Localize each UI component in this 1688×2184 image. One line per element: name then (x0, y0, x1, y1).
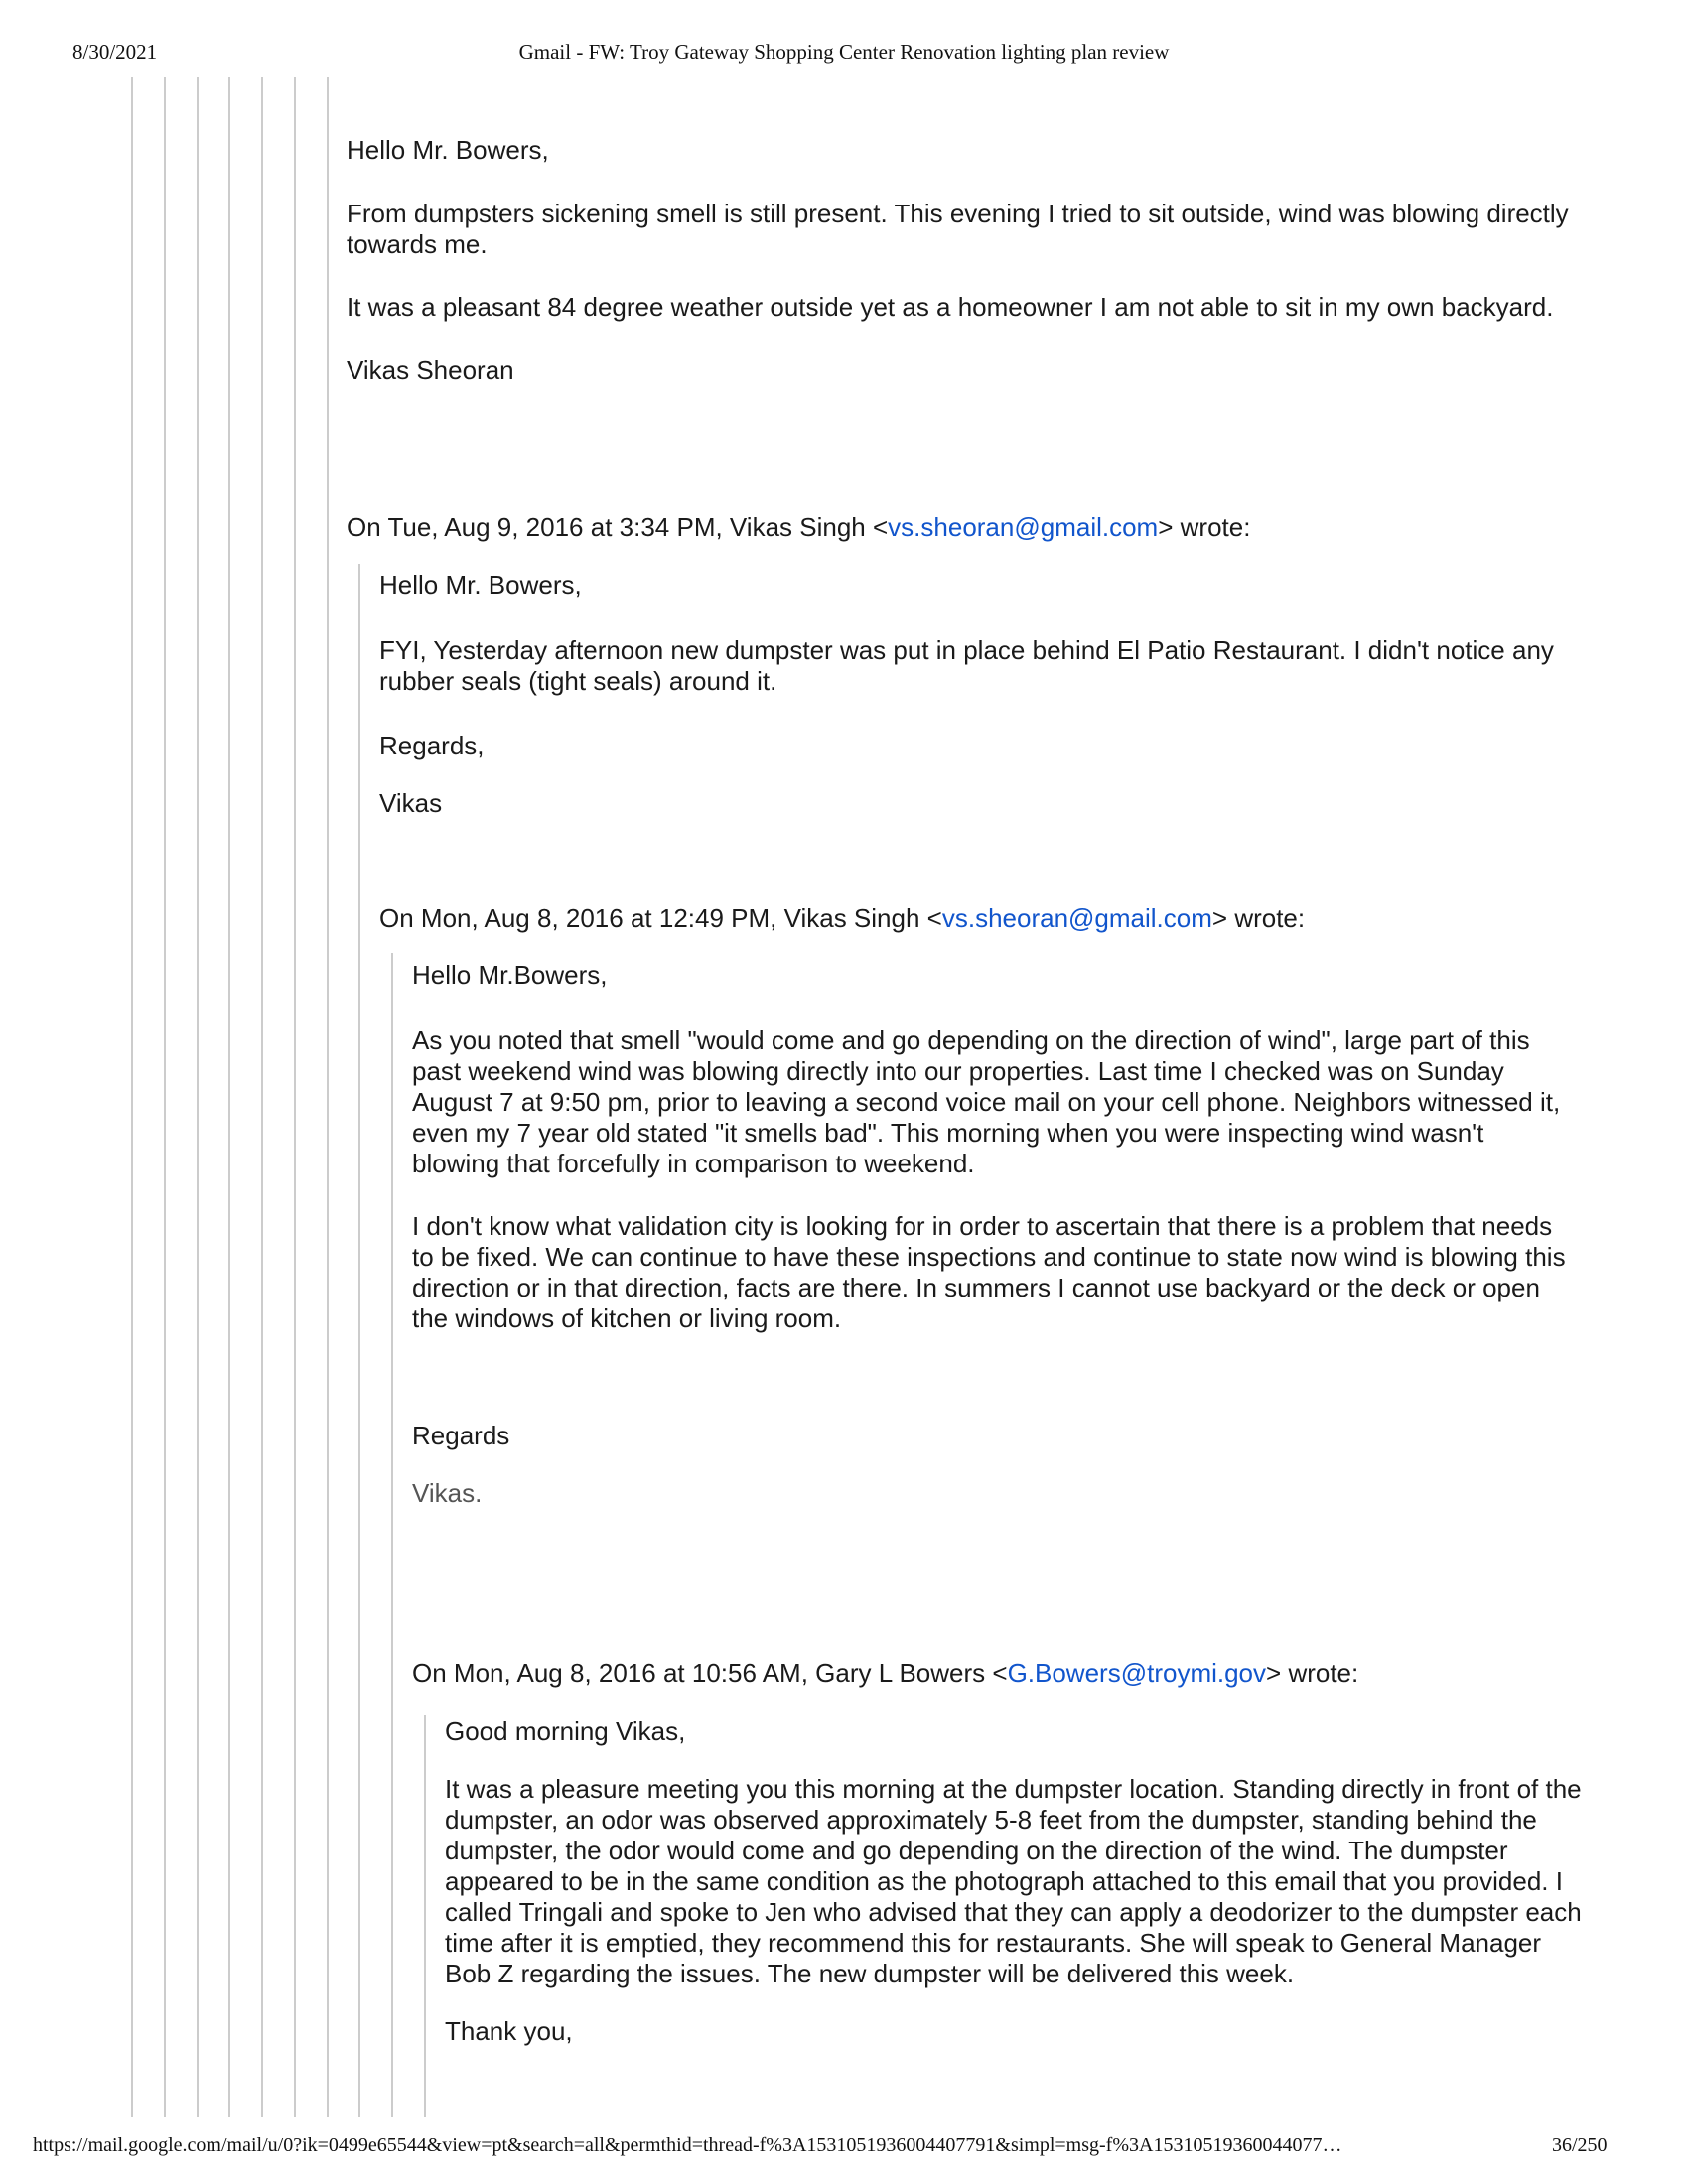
body-paragraph: From dumpsters sickening smell is still present. This evening I tried to sit outside, wind was blowing directly towards me. (347, 199, 1569, 259)
print-footer (0, 2134, 1688, 2164)
message-vikas-aug9-evening (347, 135, 1578, 386)
quote-rail (197, 77, 199, 2117)
body-paragraph: As you noted that smell "would come and go depending on the direction of wind", large part of this past weekend wind was blowing directly into our properties. Last time I checked was on Sunday August 7 at 9:50 pm, prior to leaving a second voice mail on your cell phone. Neighbors witnessed it, even my 7 year old stated "it smells bad". This morning when you were inspecting wind wasn't blowing that forcefully in comparison to weekend. (412, 1025, 1561, 1178)
print-header (0, 40, 1688, 69)
signature: Vikas. (412, 1478, 483, 1508)
message-vikas-aug8 (412, 960, 1574, 1509)
email-link[interactable]: vs.sheoran@gmail.com (941, 903, 1212, 933)
quote-header: On Mon, Aug 8, 2016 at 10:56 AM, Gary L Bowers <G.Bowers@troymi.gov> wrote: (412, 1658, 1359, 1688)
greeting: Hello Mr. Bowers, (347, 135, 549, 165)
message-gary-bowers (445, 1716, 1582, 2047)
print-url: https://mail.google.com/mail/u/0?ik=0499e65544&view=pt&search=all&permthid=thread-f%3A1531051936004407791&simpl=msg-f%3A15310519360044077… (33, 2134, 1342, 2156)
quote-rail (261, 77, 263, 2117)
email-link[interactable]: G.Bowers@troymi.gov (1007, 1658, 1267, 1688)
closing: Thank you, (445, 2016, 573, 2046)
quote-rail (358, 564, 360, 2117)
body-paragraph: I don't know what validation city is looking for in order to ascertain that there is a problem that needs to be fixed. We can continue to have these inspections and continue to state now wind is blowing this direction or in that direction, facts are there. In summers I cannot use backyard or the deck or open the windows of kitchen or living room. (412, 1211, 1566, 1333)
quote-rail (164, 77, 166, 2117)
quote-rail (424, 1715, 426, 2117)
body-paragraph: It was a pleasure meeting you this morning at the dumpster location. Standing directly in front of the dumpster, an odor was observed approximately 5-8 feet from the dumpster, standing behind the dumpster, the odor would come and go depending on the direction of the wind. The dumpster appeared to be in the same condition as the photograph attached to this email that you provided. I called Tringali and spoke to Jen who advised that they can apply a deodorizer to the dumpster each time after it is emptied, they recommend this for restaurants. She will speak to General Manager Bob Z regarding the issues. The new dumpster will be delivered this week. (445, 1774, 1582, 1988)
quote-header: On Mon, Aug 8, 2016 at 12:49 PM, Vikas Singh <vs.sheoran@gmail.com> wrote: (379, 903, 1306, 933)
page-number: 36/250 (1552, 2134, 1608, 2156)
closing: Regards, (379, 731, 485, 760)
signature: Vikas Sheoran (347, 355, 514, 385)
quote-rail (131, 77, 133, 2117)
quote-header: On Tue, Aug 9, 2016 at 3:34 PM, Vikas Singh <vs.sheoran@gmail.com> wrote: (347, 512, 1251, 542)
print-title: Gmail - FW: Troy Gateway Shopping Center Renovation lighting plan review (518, 40, 1170, 64)
greeting: Good morning Vikas, (445, 1716, 686, 1746)
quote-rail (294, 77, 296, 2117)
print-date: 8/30/2021 (72, 40, 158, 64)
greeting: Hello Mr. Bowers, (379, 570, 582, 600)
email-link[interactable]: vs.sheoran@gmail.com (888, 512, 1159, 542)
quote-rail (391, 953, 393, 2117)
quote-rail (228, 77, 230, 2117)
body-paragraph: It was a pleasant 84 degree weather outside yet as a homeowner I am not able to sit in my own backyard. (347, 292, 1554, 322)
message-vikas-aug9 (379, 570, 1581, 819)
signature: Vikas (379, 788, 443, 818)
closing: Regards (412, 1421, 510, 1450)
quote-rail (327, 77, 329, 2117)
greeting: Hello Mr.Bowers, (412, 960, 608, 990)
body-paragraph: FYI, Yesterday afternoon new dumpster was put in place behind El Patio Restaurant. I didn't notice any rubber seals (tight seals) around it. (379, 635, 1554, 696)
